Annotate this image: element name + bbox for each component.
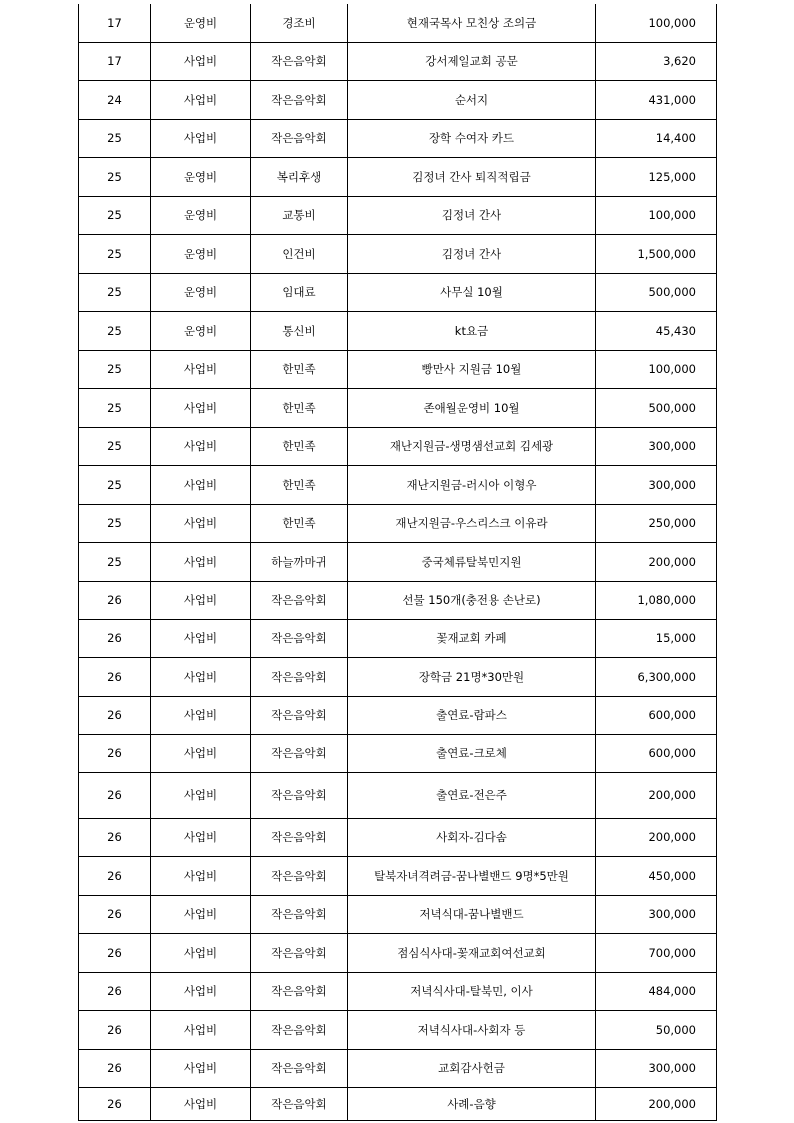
- day-cell: 26: [79, 581, 151, 619]
- amount-cell: 100,000: [596, 4, 717, 42]
- description-cell: 재난지원금-러시아 이형우: [348, 465, 596, 504]
- description-cell: 김정녀 간사 퇴직적립금: [348, 157, 596, 196]
- type-cell: 사업비: [151, 427, 251, 465]
- category-cell: 한민족: [251, 504, 348, 542]
- table-row: [79, 933, 717, 972]
- category-cell: 작은음악회: [251, 657, 348, 696]
- amount-cell: 600,000: [596, 734, 717, 772]
- type-cell: 사업비: [151, 388, 251, 427]
- type-cell: 사업비: [151, 619, 251, 657]
- amount-cell: 300,000: [596, 1049, 717, 1087]
- amount-cell: 3,620: [596, 42, 717, 80]
- type-cell: 사업비: [151, 119, 251, 157]
- table-row: [79, 542, 717, 581]
- day-cell: 26: [79, 972, 151, 1010]
- table-row: [79, 818, 717, 856]
- description-cell: 재난지원금-생명샘선교회 김세광: [348, 427, 596, 465]
- amount-cell: 700,000: [596, 933, 717, 972]
- amount-cell: 6,300,000: [596, 657, 717, 696]
- table-row: [79, 196, 717, 234]
- amount-cell: 15,000: [596, 619, 717, 657]
- category-cell: 교통비: [251, 196, 348, 234]
- category-cell: 작은음악회: [251, 933, 348, 972]
- table-row: [79, 1049, 717, 1087]
- type-cell: 사업비: [151, 350, 251, 388]
- amount-cell: 300,000: [596, 427, 717, 465]
- day-cell: 25: [79, 388, 151, 427]
- category-cell: 한민족: [251, 465, 348, 504]
- day-cell: 26: [79, 1087, 151, 1120]
- day-cell: 17: [79, 4, 151, 42]
- type-cell: 사업비: [151, 933, 251, 972]
- table-row: [79, 42, 717, 80]
- day-cell: 26: [79, 657, 151, 696]
- day-cell: 25: [79, 465, 151, 504]
- table-row: [79, 504, 717, 542]
- description-cell: 꽃재교회 카페: [348, 619, 596, 657]
- table-row: [79, 895, 717, 933]
- category-cell: 작은음악회: [251, 1049, 348, 1087]
- category-cell: 경조비: [251, 4, 348, 42]
- description-cell: 출연료-전은주: [348, 772, 596, 818]
- table-row: [79, 427, 717, 465]
- day-cell: 25: [79, 273, 151, 311]
- type-cell: 사업비: [151, 42, 251, 80]
- amount-cell: 600,000: [596, 696, 717, 734]
- day-cell: 26: [79, 856, 151, 895]
- day-cell: 26: [79, 619, 151, 657]
- description-cell: 저녁식사대-탈북민, 이사: [348, 972, 596, 1010]
- table-row: [79, 234, 717, 273]
- description-cell: 탈북자녀격려금-꿈나별밴드 9명*5만원: [348, 856, 596, 895]
- table-row: [79, 465, 717, 504]
- amount-cell: 200,000: [596, 1087, 717, 1120]
- table-row: [79, 273, 717, 311]
- amount-cell: 100,000: [596, 350, 717, 388]
- amount-cell: 125,000: [596, 157, 717, 196]
- category-cell: 작은음악회: [251, 895, 348, 933]
- table-row: [79, 696, 717, 734]
- type-cell: 사업비: [151, 895, 251, 933]
- day-cell: 25: [79, 427, 151, 465]
- amount-cell: 484,000: [596, 972, 717, 1010]
- type-cell: 사업비: [151, 657, 251, 696]
- description-cell: 재난지원금-우스리스크 이유라: [348, 504, 596, 542]
- day-cell: 26: [79, 1010, 151, 1049]
- category-cell: 복리후생: [251, 157, 348, 196]
- category-cell: 작은음악회: [251, 856, 348, 895]
- amount-cell: 300,000: [596, 465, 717, 504]
- description-cell: 저녁식사대-사회자 등: [348, 1010, 596, 1049]
- day-cell: 26: [79, 734, 151, 772]
- category-cell: 작은음악회: [251, 696, 348, 734]
- type-cell: 사업비: [151, 465, 251, 504]
- description-cell: 사무실 10월: [348, 273, 596, 311]
- category-cell: 작은음악회: [251, 1010, 348, 1049]
- day-cell: 17: [79, 42, 151, 80]
- amount-cell: 1,500,000: [596, 234, 717, 273]
- amount-cell: 500,000: [596, 388, 717, 427]
- description-cell: 출연료-크로체: [348, 734, 596, 772]
- table-row: [79, 619, 717, 657]
- day-cell: 24: [79, 80, 151, 119]
- table-row: [79, 350, 717, 388]
- type-cell: 사업비: [151, 972, 251, 1010]
- description-cell: 사례-음향: [348, 1087, 596, 1120]
- table-row: [79, 856, 717, 895]
- description-cell: 순서지: [348, 80, 596, 119]
- table-row: [79, 657, 717, 696]
- type-cell: 사업비: [151, 856, 251, 895]
- table-row: [79, 388, 717, 427]
- description-cell: 장학 수여자 카드: [348, 119, 596, 157]
- day-cell: 25: [79, 196, 151, 234]
- description-cell: 김정녀 간사: [348, 234, 596, 273]
- description-cell: 현재국목사 모친상 조의금: [348, 4, 596, 42]
- amount-cell: 14,400: [596, 119, 717, 157]
- day-cell: 26: [79, 818, 151, 856]
- category-cell: 작은음악회: [251, 80, 348, 119]
- type-cell: 운영비: [151, 196, 251, 234]
- description-cell: 선물 150개(충전용 손난로): [348, 581, 596, 619]
- type-cell: 운영비: [151, 273, 251, 311]
- table-row: [79, 80, 717, 119]
- category-cell: 인건비: [251, 234, 348, 273]
- day-cell: 26: [79, 772, 151, 818]
- type-cell: 사업비: [151, 581, 251, 619]
- category-cell: 작은음악회: [251, 619, 348, 657]
- table-row: [79, 311, 717, 350]
- amount-cell: 431,000: [596, 80, 717, 119]
- amount-cell: 300,000: [596, 895, 717, 933]
- category-cell: 작은음악회: [251, 42, 348, 80]
- description-cell: 김정녀 간사: [348, 196, 596, 234]
- amount-cell: 200,000: [596, 772, 717, 818]
- description-cell: 중국체류탈북민지원: [348, 542, 596, 581]
- description-cell: 장학금 21명*30만원: [348, 657, 596, 696]
- category-cell: 작은음악회: [251, 772, 348, 818]
- type-cell: 사업비: [151, 734, 251, 772]
- category-cell: 한민족: [251, 388, 348, 427]
- day-cell: 26: [79, 933, 151, 972]
- description-cell: 사회자-김다솜: [348, 818, 596, 856]
- category-cell: 작은음악회: [251, 1087, 348, 1120]
- table-row: [79, 157, 717, 196]
- category-cell: 작은음악회: [251, 818, 348, 856]
- category-cell: 통신비: [251, 311, 348, 350]
- type-cell: 사업비: [151, 542, 251, 581]
- description-cell: kt요금: [348, 311, 596, 350]
- day-cell: 25: [79, 157, 151, 196]
- description-cell: 존애월운영비 10월: [348, 388, 596, 427]
- type-cell: 운영비: [151, 311, 251, 350]
- day-cell: 25: [79, 234, 151, 273]
- ledger-table: [78, 4, 717, 1121]
- type-cell: 사업비: [151, 80, 251, 119]
- amount-cell: 450,000: [596, 856, 717, 895]
- category-cell: 하늘까마귀: [251, 542, 348, 581]
- type-cell: 운영비: [151, 234, 251, 273]
- amount-cell: 500,000: [596, 273, 717, 311]
- table-row: [79, 972, 717, 1010]
- type-cell: 사업비: [151, 772, 251, 818]
- table-row: [79, 119, 717, 157]
- type-cell: 운영비: [151, 157, 251, 196]
- category-cell: 임대료: [251, 273, 348, 311]
- amount-cell: 45,430: [596, 311, 717, 350]
- type-cell: 사업비: [151, 1010, 251, 1049]
- day-cell: 25: [79, 504, 151, 542]
- table-row: [79, 772, 717, 818]
- ledger-body: [79, 4, 717, 1120]
- table-row: [79, 1010, 717, 1049]
- type-cell: 사업비: [151, 818, 251, 856]
- type-cell: 사업비: [151, 1049, 251, 1087]
- type-cell: 운영비: [151, 4, 251, 42]
- category-cell: 한민족: [251, 427, 348, 465]
- table-row: [79, 581, 717, 619]
- amount-cell: 200,000: [596, 818, 717, 856]
- category-cell: 작은음악회: [251, 734, 348, 772]
- day-cell: 26: [79, 696, 151, 734]
- day-cell: 26: [79, 895, 151, 933]
- description-cell: 교회감사헌금: [348, 1049, 596, 1087]
- day-cell: 25: [79, 119, 151, 157]
- table-row: [79, 1087, 717, 1120]
- category-cell: 작은음악회: [251, 119, 348, 157]
- description-cell: 출연료-람파스: [348, 696, 596, 734]
- table-row: [79, 4, 717, 42]
- day-cell: 25: [79, 350, 151, 388]
- amount-cell: 1,080,000: [596, 581, 717, 619]
- amount-cell: 100,000: [596, 196, 717, 234]
- type-cell: 사업비: [151, 696, 251, 734]
- category-cell: 한민족: [251, 350, 348, 388]
- description-cell: 빵만사 지원금 10월: [348, 350, 596, 388]
- description-cell: 점심식사대-꽃재교회여선교회: [348, 933, 596, 972]
- table-row: [79, 734, 717, 772]
- description-cell: 저녁식대-꿈나별밴드: [348, 895, 596, 933]
- category-cell: 작은음악회: [251, 581, 348, 619]
- amount-cell: 250,000: [596, 504, 717, 542]
- description-cell: 강서제일교회 공문: [348, 42, 596, 80]
- category-cell: 작은음악회: [251, 972, 348, 1010]
- day-cell: 26: [79, 1049, 151, 1087]
- day-cell: 25: [79, 311, 151, 350]
- amount-cell: 50,000: [596, 1010, 717, 1049]
- type-cell: 사업비: [151, 1087, 251, 1120]
- day-cell: 25: [79, 542, 151, 581]
- amount-cell: 200,000: [596, 542, 717, 581]
- type-cell: 사업비: [151, 504, 251, 542]
